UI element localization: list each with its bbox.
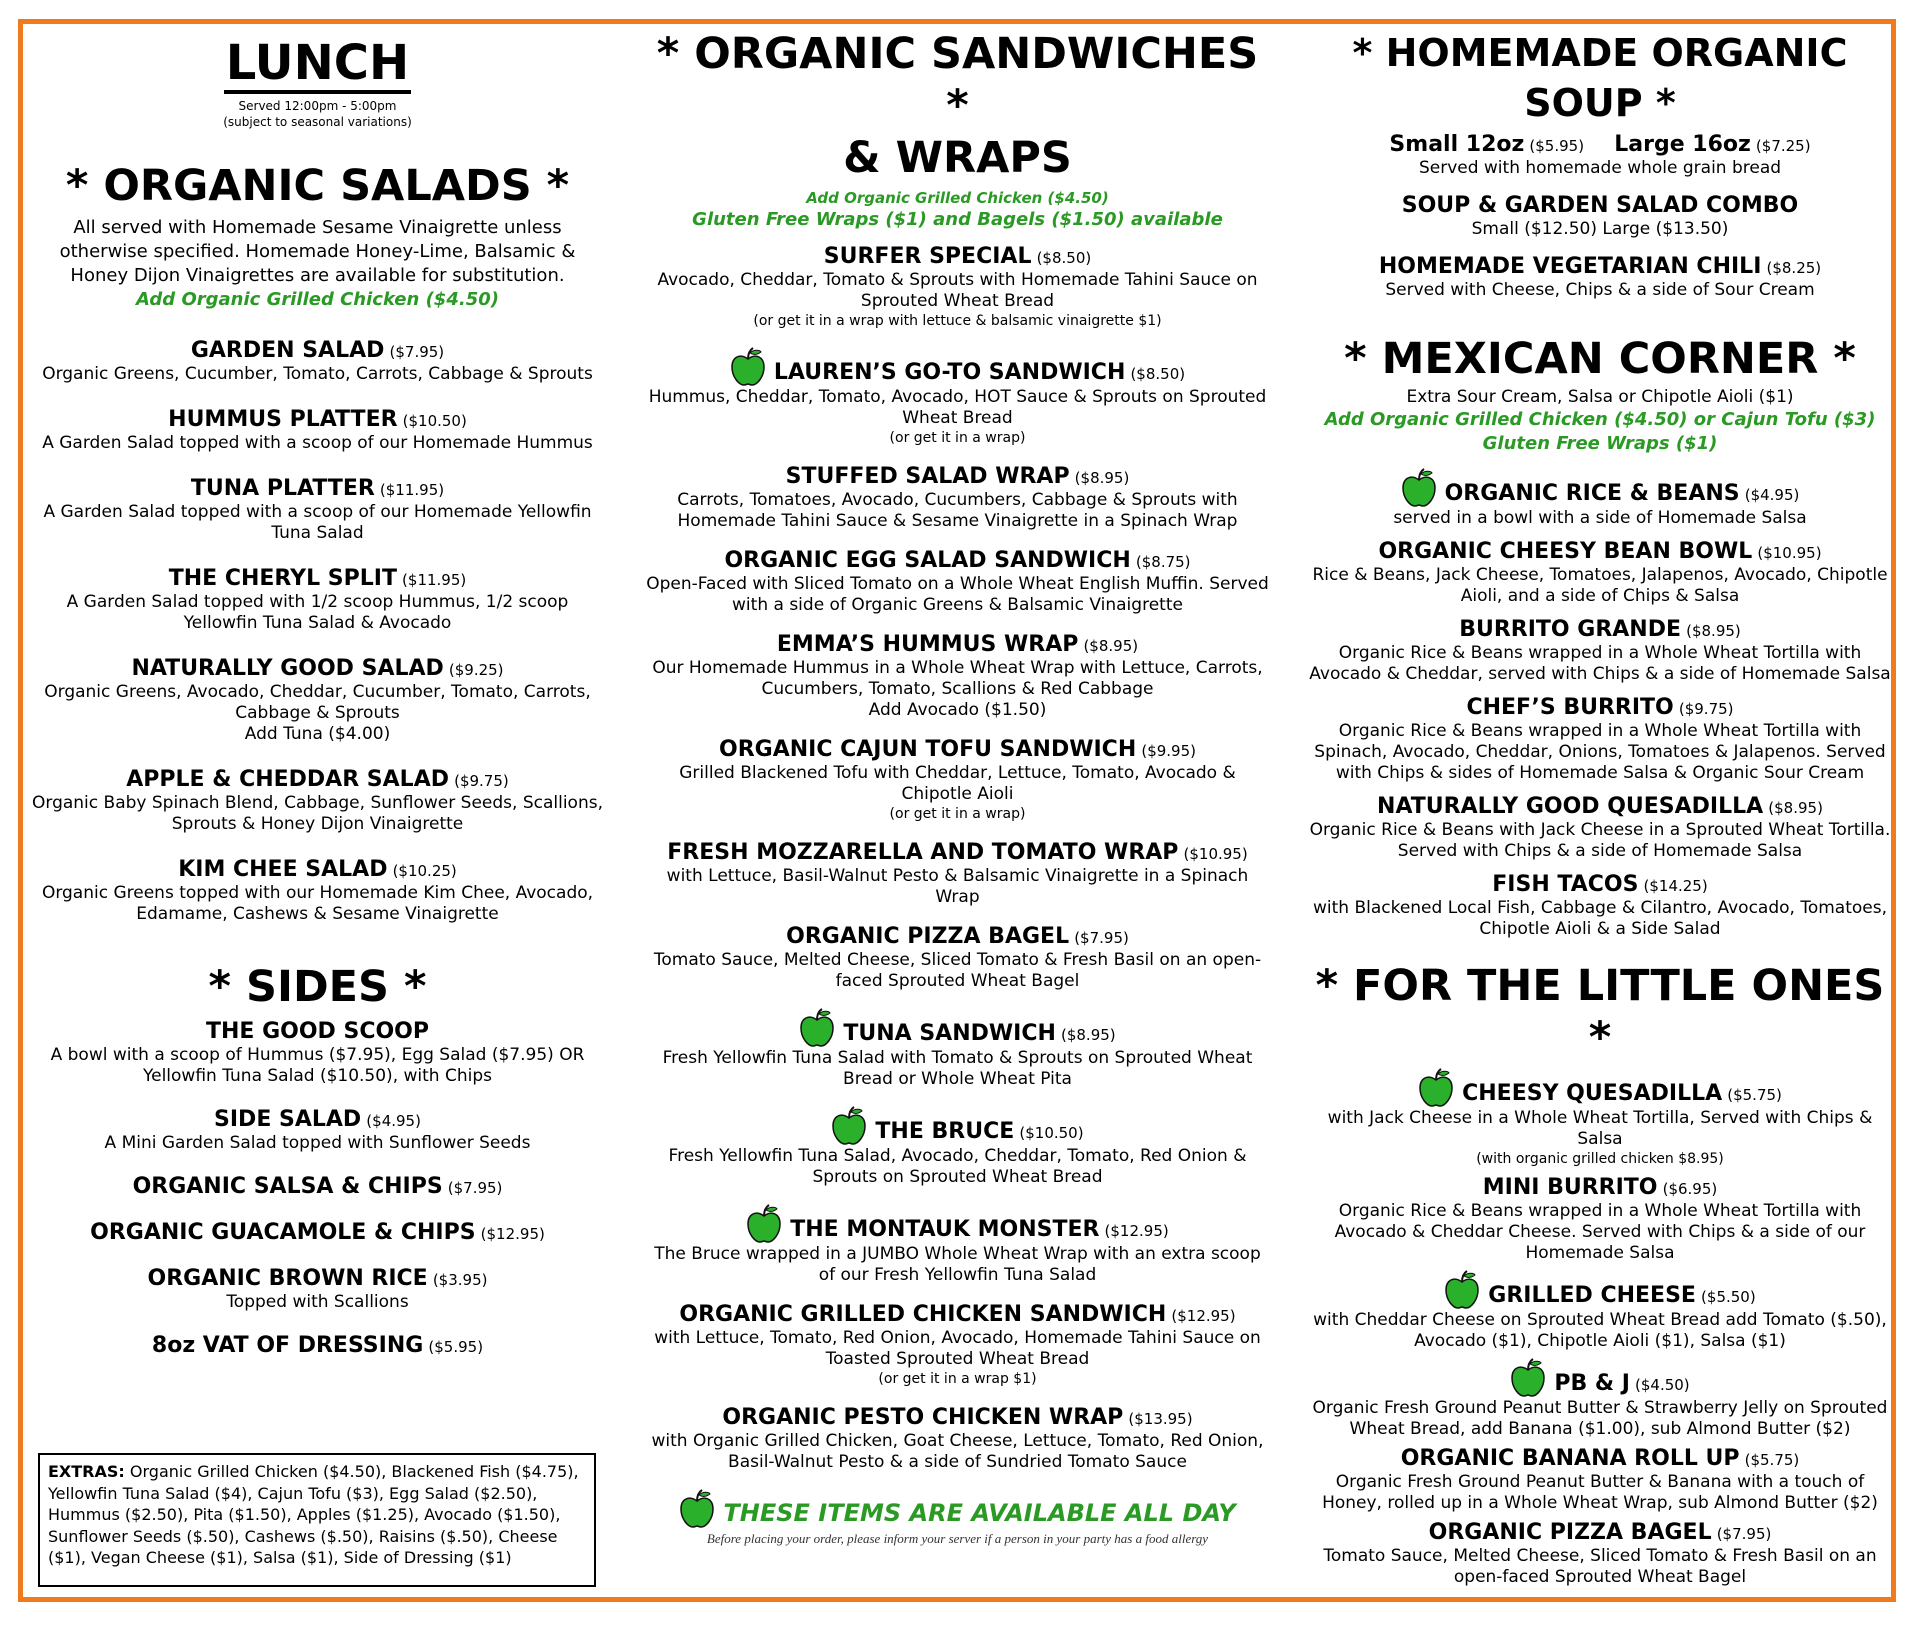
menu-item-header	[1305, 539, 1895, 565]
menu-item-description: Organic Fresh Ground Peanut Butter & Strawberry Jelly on Sprouted Wheat Bread, add Banana ($1.00), sub Almond Butter ($2)	[1312, 1398, 1888, 1439]
menu-item-header	[1305, 1358, 1895, 1398]
menu-item-description: A Garden Salad topped with 1/2 scoop Hummus, 1/2 scoop Yellowfin Tuna Salad & Avocado	[66, 592, 569, 633]
kids-list	[1305, 1068, 1895, 1588]
menu-item	[30, 566, 605, 634]
menu-item	[645, 1302, 1270, 1389]
menu-item-name: ORGANIC GUACAMOLE & CHIPS	[90, 1220, 476, 1245]
menu-item-header	[645, 737, 1270, 763]
sandwiches-addon: Add Organic Grilled Chicken ($4.50)	[806, 189, 1109, 207]
menu-item-name: ORGANIC BROWN RICE	[147, 1266, 428, 1291]
menu-item-name: ORGANIC CHEESY BEAN BOWL	[1378, 539, 1753, 564]
menu-item-description: Grilled Blackened Tofu with Cheddar, Lettuce, Tomato, Avocado & Chipotle Aioli	[679, 763, 1236, 804]
menu-item-header	[1305, 794, 1895, 820]
menu-item	[1305, 794, 1895, 862]
menu-item-header	[645, 347, 1270, 387]
seasonal-note: (subject to seasonal variations)	[223, 115, 412, 129]
menu-item-price: ($3.95)	[432, 1271, 488, 1289]
menu-item-price: ($12.95)	[480, 1225, 545, 1243]
menu-item-name: ORGANIC RICE & BEANS	[1444, 481, 1740, 506]
menu-item	[30, 407, 605, 454]
menu-item-price: ($5.50)	[1701, 1288, 1756, 1306]
menu-item	[1305, 695, 1895, 784]
menu-item-price: ($10.95)	[1757, 544, 1822, 562]
menu-item-name: 8oz VAT OF DRESSING	[151, 1333, 424, 1358]
menu-item	[1305, 1358, 1895, 1440]
menu-item	[645, 1204, 1270, 1286]
menu-item-description: Topped with Scallions	[226, 1292, 409, 1312]
salads-addon: Add Organic Grilled Chicken ($4.50)	[136, 289, 499, 310]
menu-item-price: ($7.95)	[447, 1179, 503, 1197]
menu-item-description: Tomato Sauce, Melted Cheese, Sliced Tomato & Fresh Basil on an open-faced Sprouted Wheat Bagel	[653, 950, 1262, 991]
menu-item-description: Organic Baby Spinach Blend, Cabbage, Sunflower Seeds, Scallions, Sprouts & Honey Dijon Vinaigrette	[32, 793, 603, 834]
apple-icon	[1510, 1358, 1546, 1398]
menu-item-note: (or get it in a wrap)	[889, 430, 1026, 446]
menu-item-price: ($5.95)	[428, 1338, 484, 1356]
menu-item-price: ($9.75)	[1678, 700, 1734, 718]
menu-item-name: SIDE SALAD	[214, 1107, 362, 1132]
menu-item-name: ORGANIC PESTO CHICKEN WRAP	[722, 1405, 1124, 1430]
menu-item	[1305, 872, 1895, 940]
menu-item-header	[30, 338, 605, 364]
menu-item	[30, 1174, 605, 1200]
allergy-note: Before placing your order, please inform your server if a person in your party has a food allergy	[706, 1531, 1209, 1546]
menu-item	[645, 244, 1270, 331]
menu-item-name: FISH TACOS	[1492, 872, 1639, 897]
menu-item-description: A Garden Salad topped with a scoop of our Homemade Yellowfin Tuna Salad	[43, 502, 592, 543]
menu-item-price: ($7.95)	[1716, 1525, 1772, 1543]
menu-item-price: ($8.95)	[1074, 469, 1130, 487]
menu-item-description: Open-Faced with Sliced Tomato on a Whole Wheat English Muffin. Served with a side of Organic Greens & Balsamic Vinaigrette	[646, 574, 1269, 615]
sandwiches-title-line2: & WRAPS	[843, 133, 1072, 183]
menu-item-price: ($12.95)	[1171, 1307, 1236, 1325]
menu-item-header	[30, 1220, 605, 1246]
menu-item-description: Organic Rice & Beans wrapped in a Whole Wheat Tortilla with Spinach, Avocado, Cheddar, Onions, Tomatoes & Jalapenos. Served with Chips & sides of Homemade Salsa & Organic Sour Cream	[1314, 721, 1886, 783]
menu-item-header	[645, 1106, 1270, 1146]
menu-item-header	[30, 407, 605, 433]
menu-item-header	[30, 566, 605, 592]
menu-item	[645, 632, 1270, 721]
menu-item	[645, 840, 1270, 908]
menu-item-name: ORGANIC EGG SALAD SANDWICH	[724, 548, 1131, 573]
menu-item-price: ($4.95)	[366, 1112, 421, 1130]
menu-item-name: STUFFED SALAD WRAP	[785, 464, 1070, 489]
menu-item-name: ORGANIC SALSA & CHIPS	[132, 1174, 443, 1199]
lunch-title: LUNCH	[224, 36, 411, 94]
menu-item-description: Avocado, Cheddar, Tomato & Sprouts with Homemade Tahini Sauce on Sprouted Wheat Bread	[657, 270, 1258, 311]
menu-item-description: with Lettuce, Tomato, Red Onion, Avocado, Homemade Tahini Sauce on Toasted Sprouted Wheat Bread	[654, 1328, 1261, 1369]
menu-item-price: ($8.95)	[1768, 799, 1823, 817]
extras-label: EXTRAS:	[48, 1462, 125, 1481]
menu-item-description: The Bruce wrapped in a JUMBO Whole Wheat Wrap with an extra scoop of our Fresh Yellowfin Tuna Salad	[654, 1244, 1261, 1285]
soup-sizes	[1305, 132, 1895, 158]
menu-item-description: Our Homemade Hummus in a Whole Wheat Wrap with Lettuce, Carrots, Cucumbers, Tomato, Scallions & Red Cabbage	[652, 658, 1263, 699]
menu-item	[645, 1405, 1270, 1473]
menu-item-header	[645, 632, 1270, 658]
menu-item-name: GARDEN SALAD	[190, 338, 385, 363]
soup-small-price: ($5.95)	[1529, 137, 1585, 155]
menu-item-name: ORGANIC PIZZA BAGEL	[786, 924, 1070, 949]
menu-item-note: (or get it in a wrap)	[889, 806, 1026, 822]
menu-item-header	[645, 1405, 1270, 1431]
menu-item	[645, 1106, 1270, 1188]
menu-item-header	[645, 924, 1270, 950]
menu-item-header	[645, 548, 1270, 574]
menu-item-name: BURRITO GRANDE	[1459, 617, 1682, 642]
menu-item	[1305, 468, 1895, 529]
menu-item-header	[1305, 1520, 1895, 1546]
menu-item-description: Organic Rice & Beans wrapped in a Whole Wheat Tortilla with Avocado & Cheddar Cheese. Served with Chips & a side of our Homemade Salsa	[1334, 1201, 1866, 1263]
menu-item-header	[30, 1174, 605, 1200]
menu-item-header	[645, 464, 1270, 490]
menu-item	[645, 464, 1270, 532]
menu-item-description: with Lettuce, Basil-Walnut Pesto & Balsamic Vinaigrette in a Spinach Wrap	[666, 866, 1249, 907]
menu-item-name: ORGANIC BANANA ROLL UP	[1400, 1446, 1740, 1471]
all-day-legend	[645, 1489, 1270, 1529]
menu-item-note: (or get it in a wrap with lettuce & balsamic vinaigrette $1)	[753, 313, 1162, 329]
menu-item-header	[30, 857, 605, 883]
column-left	[30, 28, 605, 1359]
menu-item	[645, 548, 1270, 616]
menu-item-note: (with organic grilled chicken $8.95)	[1476, 1151, 1724, 1167]
menu-item-header	[30, 476, 605, 502]
menu-item-price: ($12.95)	[1104, 1222, 1169, 1240]
menu-item	[1305, 1270, 1895, 1352]
menu-item-description: A Garden Salad topped with a scoop of our Homemade Hummus	[42, 433, 593, 453]
menu-item-name: ORGANIC PIZZA BAGEL	[1428, 1520, 1712, 1545]
soup-large-label: Large 16oz	[1614, 132, 1751, 157]
menu-item-description: Fresh Yellowfin Tuna Salad, Avocado, Cheddar, Tomato, Red Onion & Sprouts on Sprouted Wheat Bread	[668, 1146, 1247, 1187]
menu-item-description: A bowl with a scoop of Hummus ($7.95), Egg Salad ($7.95) OR Yellowfin Tuna Salad ($10.50), with Chips	[50, 1045, 585, 1086]
menu-item-description: Organic Rice & Beans wrapped in a Whole Wheat Tortilla with Avocado & Cheddar, served with Chips & a side of Homemade Salsa	[1309, 643, 1891, 684]
menu-item-name: CHEF’S BURRITO	[1466, 695, 1674, 720]
menu-item-description: Organic Greens topped with our Homemade Kim Chee, Avocado, Edamame, Cashews & Sesame Vinaigrette	[41, 883, 594, 924]
sandwiches-gluten-free: Gluten Free Wraps ($1) and Bagels ($1.50) available	[692, 209, 1223, 230]
chili-price: ($8.25)	[1766, 259, 1822, 277]
apple-icon	[1444, 1270, 1480, 1310]
menu-item	[1305, 1068, 1895, 1169]
menu-item-description: with Blackened Local Fish, Cabbage & Cilantro, Avocado, Tomatoes, Chipotle Aioli & a Side Salad	[1312, 898, 1888, 939]
menu-item-header	[1305, 617, 1895, 643]
menu-item-price: ($7.95)	[1074, 929, 1129, 947]
chili-name: HOMEMADE VEGETARIAN CHILI	[1378, 254, 1762, 279]
menu-item-header	[30, 656, 605, 682]
menu-item-header	[645, 244, 1270, 270]
menu-item-name: NATURALLY GOOD QUESADILLA	[1377, 794, 1764, 819]
menu-item-name: CHEESY QUESADILLA	[1462, 1081, 1723, 1106]
salads-title: * ORGANIC SALADS *	[65, 161, 570, 211]
menu-item-price: ($7.95)	[389, 343, 445, 361]
menu-item-description: Organic Greens, Avocado, Cheddar, Cucumber, Tomato, Carrots, Cabbage & Sprouts	[44, 682, 591, 723]
menu-item-description: A Mini Garden Salad topped with Sunflower Seeds	[104, 1133, 531, 1153]
menu-item-price: ($8.75)	[1135, 553, 1191, 571]
menu-item-description: Rice & Beans, Jack Cheese, Tomatoes, Jalapenos, Avocado, Chipotle Aioli, and a side of Chips & Salsa	[1312, 565, 1888, 606]
menu-item-price: ($5.75)	[1744, 1451, 1800, 1469]
apple-icon	[679, 1489, 715, 1529]
apple-icon	[799, 1008, 835, 1048]
menu-item-price: ($9.75)	[454, 772, 509, 790]
mexican-gluten-free: Gluten Free Wraps ($1)	[1482, 433, 1718, 454]
menu-item-description: with Jack Cheese in a Whole Wheat Tortilla, Served with Chips & Salsa	[1327, 1108, 1873, 1149]
served-hours: Served 12:00pm - 5:00pm	[238, 99, 397, 113]
menu-item-description: Hummus, Cheddar, Tomato, Avocado, HOT Sauce & Sprouts on Sprouted Wheat Bread	[648, 387, 1267, 428]
menu-item	[645, 347, 1270, 448]
menu-item-name: FRESH MOZZARELLA AND TOMATO WRAP	[667, 840, 1179, 865]
menu-item-header	[645, 1302, 1270, 1328]
menu-item-header	[1305, 468, 1895, 508]
menu-item	[30, 767, 605, 835]
menu-item-header	[30, 1333, 605, 1359]
mexican-extras: Extra Sour Cream, Salsa or Chipotle Aioli ($1)	[1406, 387, 1794, 407]
sandwiches-title-line1: * ORGANIC SANDWICHES *	[656, 29, 1259, 131]
menu-item	[1305, 1446, 1895, 1514]
sides-title: * SIDES *	[208, 962, 427, 1012]
menu-item-header	[645, 1008, 1270, 1048]
menu-item-description: with Organic Grilled Chicken, Goat Cheese, Lettuce, Tomato, Red Onion, Basil-Walnut Pesto & a side of Sundried Tomato Sauce	[651, 1431, 1264, 1472]
menu-item-description: Organic Greens, Cucumber, Tomato, Carrots, Cabbage & Sprouts	[42, 364, 593, 384]
menu-item-extra: Add Tuna ($4.00)	[244, 724, 391, 744]
menu-item-description: Organic Rice & Beans with Jack Cheese in a Sprouted Wheat Tortilla. Served with Chips & a side of Homemade Salsa	[1309, 820, 1891, 861]
extras-text: Organic Grilled Chicken ($4.50), Blackened Fish ($4.75), Yellowfin Tuna Salad ($4), Cajun Tofu ($3), Egg Salad ($2.50), Hummus ($2.50), Pita ($1.50), Apples ($1.25), Avocado ($1.50), Sunflower Seeds ($.50), Cashews ($.50), Raisins ($.50), Cheese ($1), Vegan Cheese ($1), Salsa ($1), Side of Dressing ($1)	[48, 1462, 579, 1567]
menu-item-name: TUNA SANDWICH	[843, 1021, 1056, 1046]
menu-item-description: served in a bowl with a side of Homemade Salsa	[1393, 508, 1807, 528]
menu-item	[1305, 539, 1895, 607]
menu-item-name: HUMMUS PLATTER	[168, 407, 398, 432]
extras-box	[38, 1453, 596, 1587]
menu-item-name: KIM CHEE SALAD	[178, 857, 388, 882]
menu-item	[1305, 1175, 1895, 1264]
menu-item-name: EMMA’S HUMMUS WRAP	[776, 632, 1079, 657]
menu-item-name: PB & J	[1554, 1371, 1630, 1396]
menu-item-description: Carrots, Tomatoes, Avocado, Cucumbers, Cabbage & Sprouts with Homemade Tahini Sauce & Sesame Vinaigrette in a Spinach Wrap	[677, 490, 1238, 531]
menu-item-price: ($4.50)	[1635, 1376, 1690, 1394]
menu-item-description: with Cheddar Cheese on Sprouted Wheat Bread add Tomato ($.50), Avocado ($1), Chipotle Aioli ($1), Salsa ($1)	[1313, 1310, 1887, 1351]
menu-item-header	[30, 1266, 605, 1292]
apple-icon	[1401, 468, 1437, 508]
menu-item-name: TUNA PLATTER	[190, 476, 375, 501]
menu-item-description: Tomato Sauce, Melted Cheese, Sliced Tomato & Fresh Basil on an open-faced Sprouted Wheat Bagel	[1323, 1546, 1877, 1587]
menu-item-header	[1305, 1175, 1895, 1201]
menu-item-header	[1305, 872, 1895, 898]
menu-item-price: ($10.50)	[402, 412, 467, 430]
menu-item	[30, 1266, 605, 1313]
menu-item-price: ($10.95)	[1183, 845, 1248, 863]
menu-item-price: ($11.95)	[402, 571, 467, 589]
chili-item	[1305, 254, 1895, 280]
menu-item-price: ($11.95)	[379, 481, 445, 499]
menu-item-name: THE GOOD SCOOP	[205, 1019, 429, 1044]
menu-item-price: ($5.75)	[1727, 1086, 1782, 1104]
mexican-title: * MEXICAN CORNER *	[1344, 334, 1856, 384]
column-right	[1305, 28, 1895, 1588]
menu-item	[1305, 1520, 1895, 1588]
menu-item-name: ORGANIC CAJUN TOFU SANDWICH	[719, 737, 1137, 762]
all-day-label: THESE ITEMS ARE AVAILABLE ALL DAY	[723, 1499, 1236, 1527]
apple-icon	[831, 1106, 867, 1146]
menu-item-note: (or get it in a wrap $1)	[878, 1371, 1037, 1387]
menu-item-price: ($10.25)	[392, 862, 457, 880]
menu-item-name: SURFER SPECIAL	[823, 244, 1032, 269]
menu-item-header	[1305, 1446, 1895, 1472]
menu-item	[1305, 617, 1895, 685]
menu-item-header	[645, 1204, 1270, 1244]
kids-title: * FOR THE LITTLE ONES *	[1315, 961, 1885, 1063]
menu-item-price: ($10.50)	[1019, 1124, 1084, 1142]
menu-item-price: ($6.95)	[1662, 1180, 1718, 1198]
mexican-list	[1305, 468, 1895, 940]
menu-item	[30, 656, 605, 745]
menu-item-price: ($13.95)	[1128, 1410, 1193, 1428]
menu-item-name: THE BRUCE	[875, 1119, 1015, 1144]
menu-item-price: ($14.25)	[1643, 877, 1708, 895]
menu-item	[645, 737, 1270, 824]
menu-item-extra: Add Avocado ($1.50)	[868, 700, 1047, 720]
soup-large-price: ($7.25)	[1755, 137, 1811, 155]
menu-item-header	[1305, 695, 1895, 721]
column-middle	[645, 28, 1270, 1547]
combo-prices: Small ($12.50) Large ($13.50)	[1471, 219, 1729, 239]
menu-item	[645, 1008, 1270, 1090]
apple-icon	[730, 347, 766, 387]
menu-item-price: ($8.50)	[1130, 365, 1186, 383]
salads-intro: All served with Homemade Sesame Vinaigrette unless otherwise specified. Homemade Honey-Lime, Balsamic & Honey Dijon Vinaigrettes are available for substitution.	[59, 217, 576, 286]
menu-item-price: ($8.95)	[1686, 622, 1741, 640]
menu-item-name: APPLE & CHEDDAR SALAD	[126, 767, 449, 792]
menu-item-description: Organic Fresh Ground Peanut Butter & Banana with a touch of Honey, rolled up in a Whole Wheat Wrap, sub Almond Butter ($2)	[1322, 1472, 1878, 1513]
menu-item-header	[30, 1019, 605, 1045]
menu-item-price: ($4.95)	[1744, 486, 1800, 504]
menu-item-name: MINI BURRITO	[1482, 1175, 1658, 1200]
menu-item-header	[645, 840, 1270, 866]
menu-item-header	[30, 1107, 605, 1133]
salads-list	[30, 338, 605, 925]
menu-item	[30, 857, 605, 925]
soup-small-label: Small 12oz	[1389, 132, 1525, 157]
menu-item	[30, 338, 605, 385]
menu-item-name: THE CHERYL SPLIT	[168, 566, 397, 591]
menu-item-price: ($9.95)	[1141, 742, 1196, 760]
menu-item-name: ORGANIC GRILLED CHICKEN SANDWICH	[679, 1302, 1167, 1327]
menu-item-name: GRILLED CHEESE	[1488, 1283, 1696, 1308]
soup-title: * HOMEMADE ORGANIC SOUP *	[1352, 31, 1848, 125]
menu-item	[30, 1333, 605, 1359]
apple-icon	[1418, 1068, 1454, 1108]
apple-icon	[746, 1204, 782, 1244]
menu-item-name: NATURALLY GOOD SALAD	[131, 656, 444, 681]
menu-item-price: ($8.95)	[1083, 637, 1139, 655]
chili-desc: Served with Cheese, Chips & a side of Sour Cream	[1385, 280, 1815, 300]
menu-item	[30, 1220, 605, 1246]
menu-item-name: THE MONTAUK MONSTER	[790, 1217, 1100, 1242]
menu-item	[30, 1107, 605, 1154]
menu-item	[30, 476, 605, 544]
menu-item-header	[1305, 1068, 1895, 1108]
combo-name: SOUP & GARDEN SALAD COMBO	[1401, 193, 1799, 218]
menu-item-price: ($8.50)	[1036, 249, 1092, 267]
menu-item-name: LAUREN’S GO-TO SANDWICH	[773, 360, 1126, 385]
menu-item-price: ($8.95)	[1060, 1026, 1116, 1044]
sides-list	[30, 1019, 605, 1359]
menu-item-description: Fresh Yellowfin Tuna Salad with Tomato & Sprouts on Sprouted Wheat Bread or Whole Wheat Pita	[662, 1048, 1253, 1089]
menu-item-header	[1305, 1270, 1895, 1310]
menu-item-header	[30, 767, 605, 793]
menu-item	[645, 924, 1270, 992]
sandwiches-list	[645, 244, 1270, 1473]
menu-item	[30, 1019, 605, 1087]
soup-served: Served with homemade whole grain bread	[1418, 158, 1782, 178]
menu-item-price: ($9.25)	[448, 661, 504, 679]
mexican-addon: Add Organic Grilled Chicken ($4.50) or Cajun Tofu ($3)	[1324, 409, 1876, 430]
